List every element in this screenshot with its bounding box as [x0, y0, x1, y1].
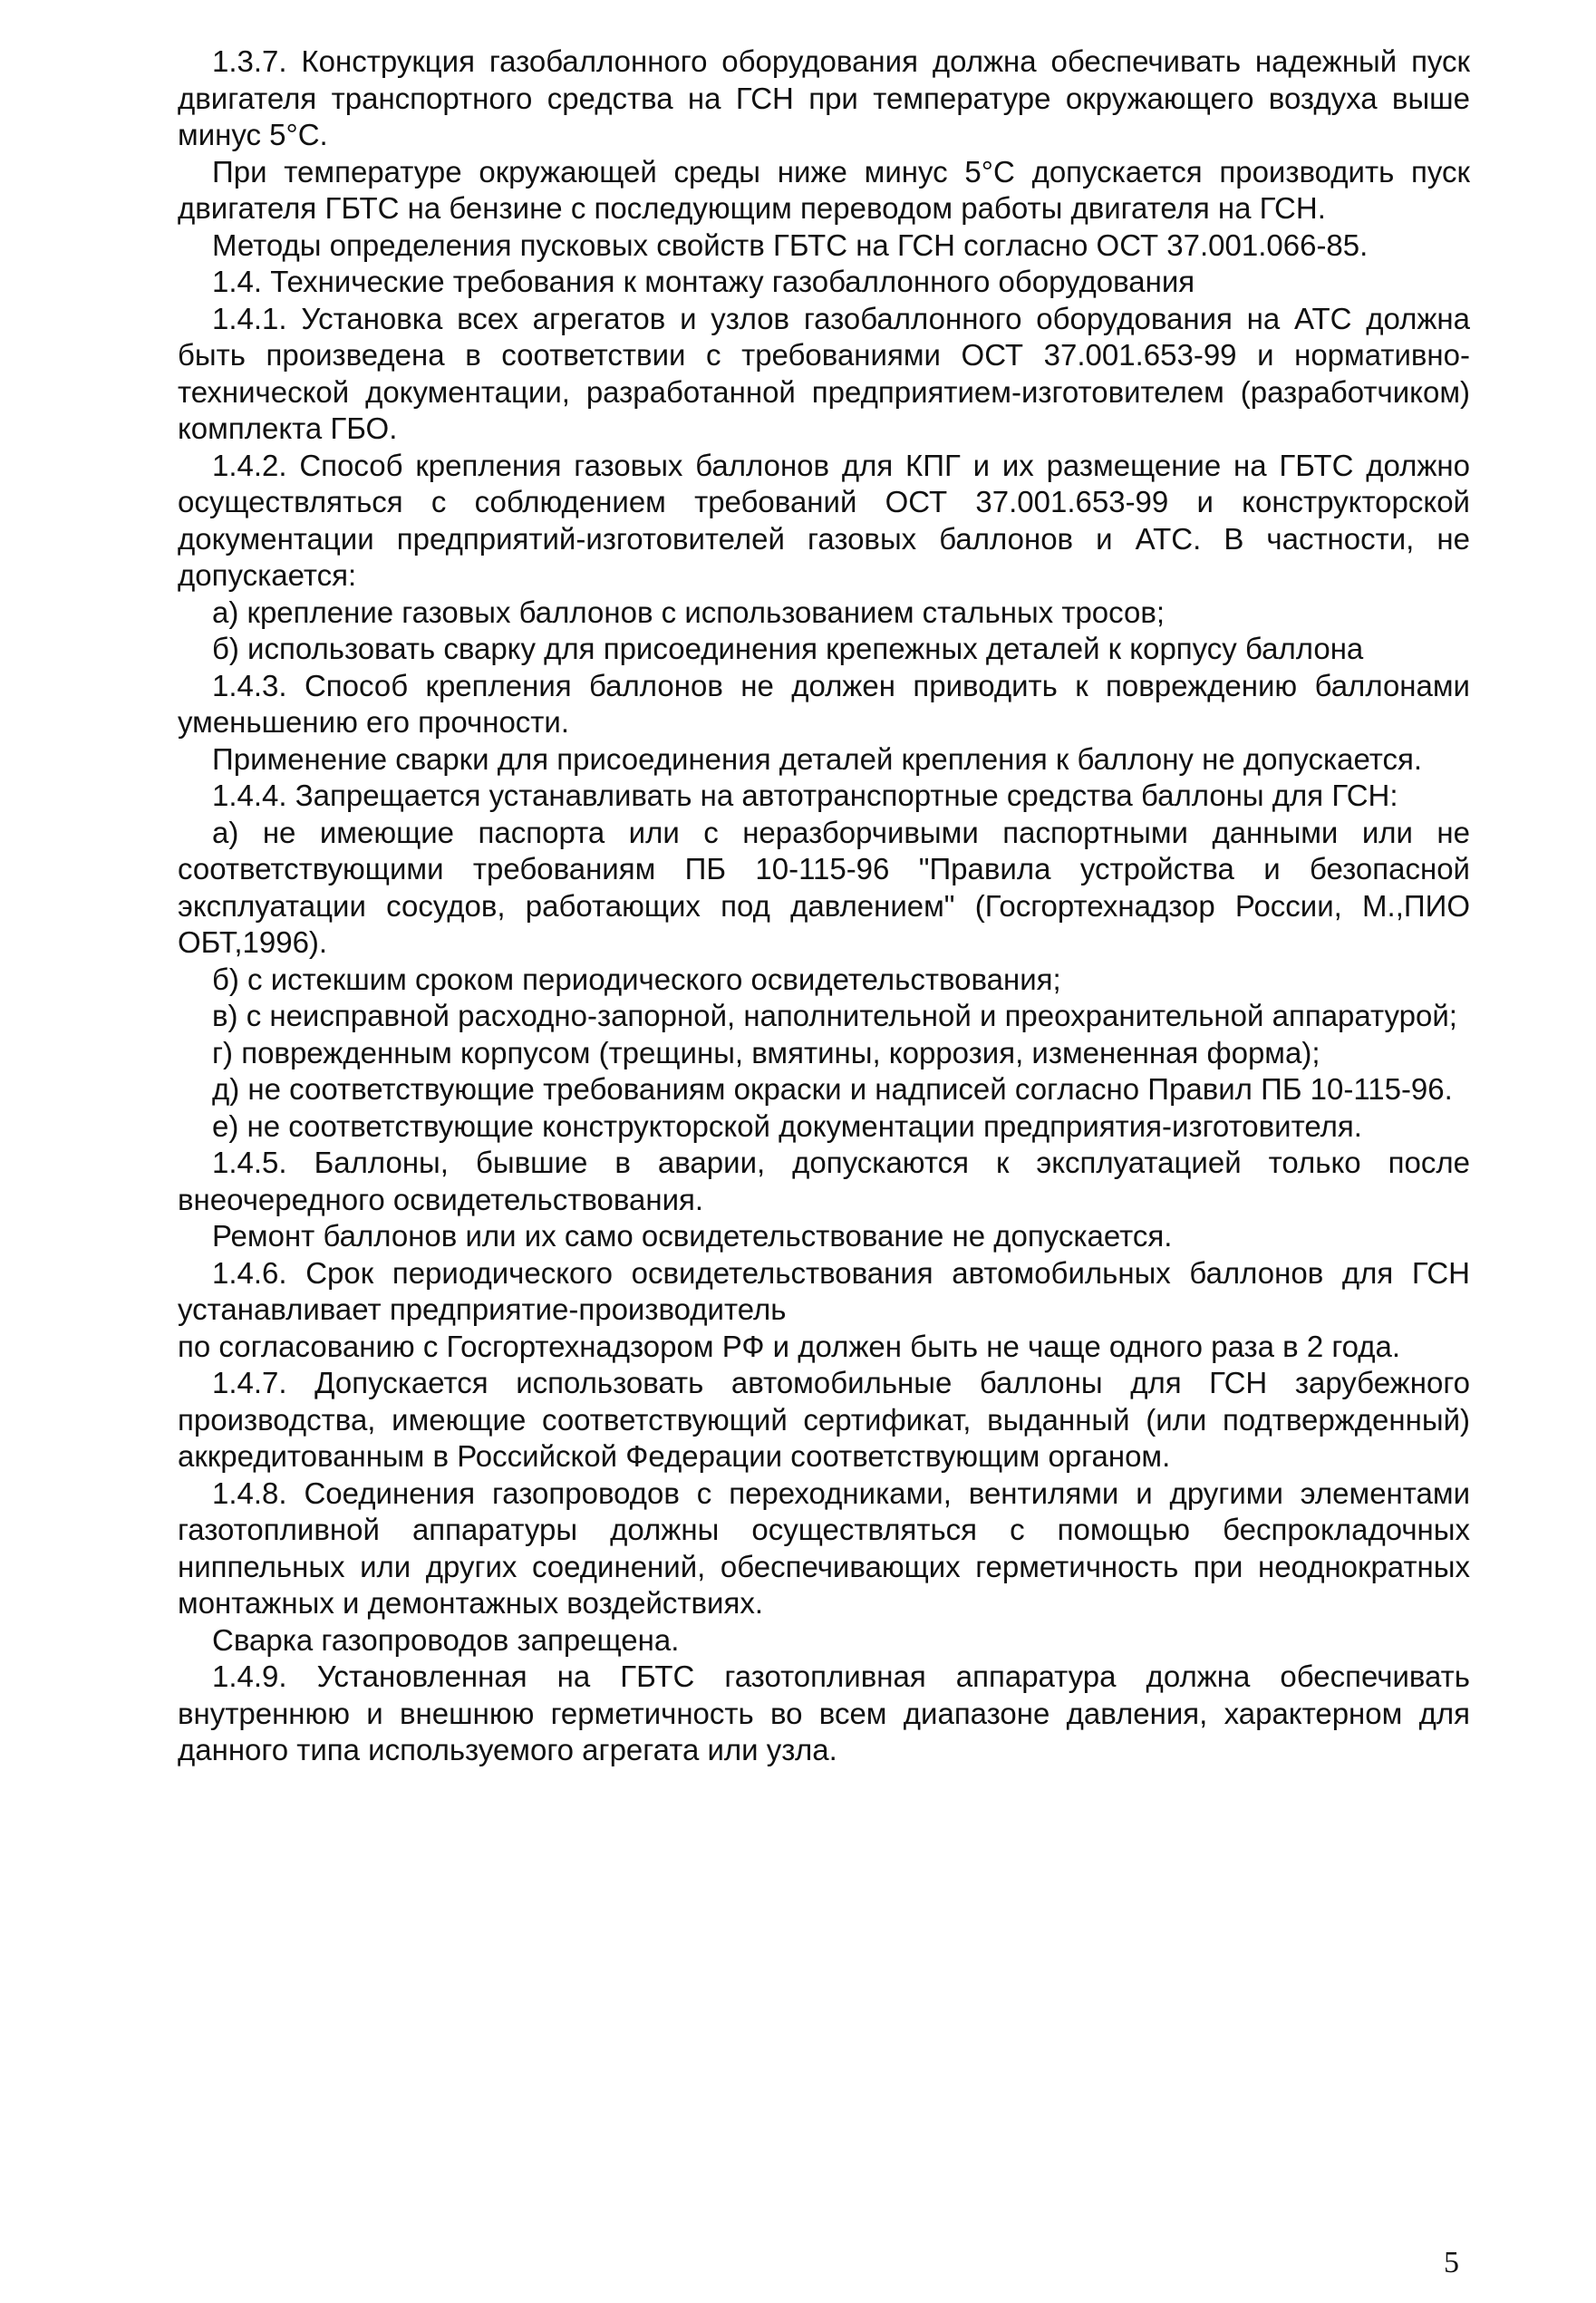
paragraph-start-methods: Методы определения пусковых свойств ГБТС на ГСН согласно ОСТ 37.001.066-85. — [212, 227, 1369, 262]
list-item-v-valves: в) с неисправной расходно-запорной, наполнительной и преохранительной аппаратурой; — [212, 999, 1457, 1032]
list-item-g-damaged: г) поврежденным корпусом (трещины, вмятины, коррозия, измененная форма); — [212, 1035, 1320, 1069]
page-number: 5 — [1444, 2246, 1459, 2279]
list-item-a-passport: а) не имеющие паспорта или с неразборчивыми паспортными данными или не соответствующими требованиям ПБ 10-115-96 "Правила устройства и безопасной эксплуатации сосудов, работающих под давлением" (Госгортехнадзор России, М.,ПИО ОБТ,1996). — [178, 815, 1470, 959]
paragraph-1-4-7: 1.4.7. Допускается использовать автомобильные баллоны для ГСН зарубежного производства, имеющие соответствующий сертификат, выданный (или подтвержденный) аккредитованным в Российской Федерации соответствующим органом. — [178, 1366, 1470, 1473]
paragraph-1-4-6-continued: по согласованию с Госгортехнадзором РФ и должен быть не чаще одного раза в 2 года. — [178, 1329, 1401, 1363]
paragraph-pipe-welding-prohibited: Сварка газопроводов запрещена. — [212, 1622, 680, 1657]
document-body — [178, 44, 1470, 1769]
paragraph-1-4-5: 1.4.5. Баллоны, бывшие в аварии, допускаются к эксплуатацией только после внеочередного освидетельствования. — [178, 1146, 1470, 1216]
paragraph-1-4-2: 1.4.2. Способ крепления газовых баллонов для КПГ и их размещение на ГБТС должно осуществляться с соблюдением требований ОСТ 37.001.653-99 и конструкторской документации предприятий-изготовителей газовых баллонов и АТС. В частности, не допускается: — [178, 448, 1470, 592]
section-heading-1-4: 1.4. Технические требования к монтажу газобаллонного оборудования — [212, 265, 1195, 298]
paragraph-low-temperature-start: При температуре окружающей среды ниже минус 5°С допускается производить пуск двигателя ГБТС на бензине с последующим переводом работы двигателя на ГСН. — [178, 154, 1470, 225]
paragraph-1-4-6: 1.4.6. Срок периодического освидетельствования автомобильных баллонов для ГСН устанавливает предприятие-производитель — [178, 1255, 1470, 1326]
paragraph-1-3-7: 1.3.7. Конструкция газобаллонного оборудования должна обеспечивать надежный пуск двигателя транспортного средства на ГСН при температуре окружающего воздуха выше минус 5°С. — [178, 44, 1470, 151]
list-item-b-welding: б) использовать сварку для присоединения крепежных деталей к корпусу баллона — [212, 632, 1364, 665]
paragraph-1-4-4: 1.4.4. Запрещается устанавливать на автотранспортные средства баллоны для ГСН: — [212, 779, 1398, 812]
paragraph-1-4-1: 1.4.1. Установка всех агрегатов и узлов газобаллонного оборудования на АТС должна быть произведена в соответствии с требованиями ОСТ 37.001.653-99 и нормативно-технической документации, разработанной предприятием-изготовителем (разработчиком) комплекта ГБО. — [178, 301, 1470, 445]
list-item-a-steel-ropes: а) крепление газовых баллонов с использованием стальных тросов; — [212, 595, 1166, 629]
paragraph-1-4-9: 1.4.9. Установленная на ГБТС газотопливная аппаратура должна обеспечивать внутреннюю и внешнюю герметичность во всем диапазоне давления, характерном для данного типа используемого агрегата или узла. — [178, 1660, 1470, 1766]
paragraph-1-4-8: 1.4.8. Соединения газопроводов с переходниками, вентилями и другими элементами газотопливной аппаратуры должны осуществляться с помощью беспрокладочных ниппельных или других соединений, обеспечивающих герметичность при неоднократных монтажных и демонтажных воздействиях. — [178, 1476, 1470, 1620]
list-item-d-paint: д) не соответствующие требованиям окраски и надписей согласно Правил ПБ 10-115-96. — [212, 1072, 1453, 1106]
paragraph-1-4-3: 1.4.3. Способ крепления баллонов не должен приводить к повреждению баллонами уменьшению его прочности. — [178, 668, 1470, 739]
paragraph-repair-prohibited: Ремонт баллонов или их само освидетельствование не допускается. — [212, 1219, 1173, 1253]
list-item-e-documentation: е) не соответствующие конструкторской документации предприятия-изготовителя. — [212, 1108, 1362, 1143]
paragraph-welding-prohibited: Применение сварки для присоединения деталей крепления к баллону не допускается. — [212, 741, 1423, 776]
list-item-b-expired: б) с истекшим сроком периодического освидетельствования; — [212, 962, 1061, 996]
